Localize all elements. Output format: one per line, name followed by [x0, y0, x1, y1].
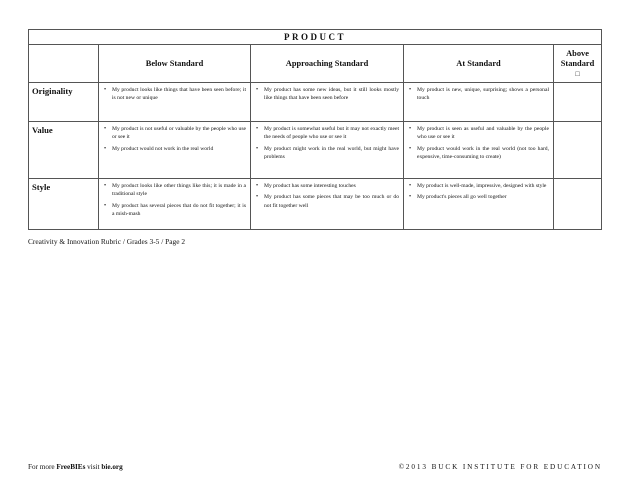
above-standard-header [554, 45, 602, 83]
criterion-item: • My product looks like other things like this; it is made in a traditional style [104, 182, 246, 199]
freebies-label: FreeBIEs [56, 463, 86, 471]
copyright-notice: ©2013 BUCK INSTITUTE FOR EDUCATION [398, 463, 602, 471]
criterion-item: • My product is somewhat useful but it may not exactly meet the needs of people who use or see it [256, 125, 399, 142]
table-row-value [29, 122, 602, 179]
at-standard-cell [404, 179, 554, 230]
below-standard-cell [99, 122, 251, 179]
row-label: Originality [29, 83, 99, 122]
row-label: Style [29, 179, 99, 230]
table-row-style [29, 179, 602, 230]
footer-prefix: For more [28, 463, 57, 471]
below-standard-cell [99, 179, 251, 230]
approaching-standard-cell [251, 83, 404, 122]
above-standard-cell [554, 122, 602, 179]
criterion-item: • My product might work in the real world, but might have problems [256, 145, 399, 162]
criterion-item: • My product looks like things that have been seen before; it is not new or unique [104, 86, 246, 103]
checkbox-icon: □ [575, 69, 580, 78]
footer-link-text [28, 463, 123, 471]
footer-middle: visit [85, 463, 102, 471]
at-standard-cell [404, 83, 554, 122]
criterion-item: • My product has several pieces that do not fit together; it is a mish-mash [104, 202, 246, 219]
criterion-item: • My product is seen as useful and valuable by the people who use or see it [409, 125, 549, 142]
criterion-item: • My product is well-made, impressive, designed with style [409, 182, 549, 190]
criterion-item: • My product has some pieces that may be too much or do not fit together well [256, 193, 399, 210]
below-standard-header: Below Standard [99, 45, 251, 83]
at-standard-header: At Standard [404, 45, 554, 83]
above-standard-cell [554, 179, 602, 230]
approaching-standard-header: Approaching Standard [251, 45, 404, 83]
at-standard-cell [404, 122, 554, 179]
below-standard-cell [99, 83, 251, 122]
criterion-item: • My product's pieces all go well together [409, 193, 549, 201]
criterion-item: • My product has some new ideas, but it still looks mostly like things that have been seen before [256, 86, 399, 103]
table-title: PRODUCT [29, 30, 602, 45]
above-standard-label: Above Standard [560, 48, 595, 68]
page-caption: Creativity & Innovation Rubric / Grades 3-5 / Page 2 [28, 237, 186, 246]
criterion-item: • My product is new, unique, surprising; shows a personal touch [409, 86, 549, 103]
criterion-item: • My product would work in the real world (not too hard, expensive, time-consuming to create) [409, 145, 549, 162]
criterion-item: • My product has some interesting touches [256, 182, 399, 190]
rubric-table [28, 29, 602, 230]
approaching-standard-cell [251, 122, 404, 179]
header-row [29, 45, 602, 83]
approaching-standard-cell [251, 179, 404, 230]
row-label: Value [29, 122, 99, 179]
criteria-header [29, 45, 99, 83]
criterion-item: • My product is not useful or valuable by the people who use or see it [104, 125, 246, 142]
above-standard-cell [554, 83, 602, 122]
table-row-originality [29, 83, 602, 122]
site-link[interactable]: bie.org [101, 463, 123, 471]
criterion-item: • My product would not work in the real world [104, 145, 246, 153]
